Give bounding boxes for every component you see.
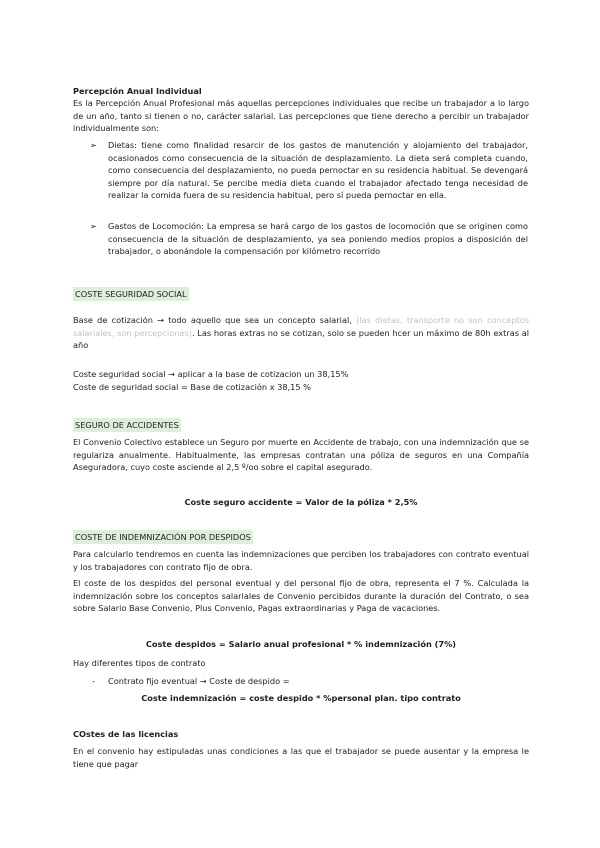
percepcion-intro: Es la Percepción Anual Profesional más aquellas percepciones individuales que recibe un trabajador a lo largo de un año, tanto si tienen o no, carácter salarial. Las percepciones que tiene derecho a percibir un trabajador individualmente son: — [73, 98, 529, 134]
bullet-arrow-icon: ➢ — [90, 140, 97, 150]
formula-coste-indemnizacion: Coste indemnización = coste despido * %personal plan. tipo contrato — [141, 693, 461, 703]
formula-seguro-accidente: Coste seguro accidente = Valor de la póliza * 2,5% — [184, 497, 418, 507]
section-heading-percepcion: Percepción Anual Individual — [73, 86, 202, 96]
base-cotizacion-text-end: . Las horas extras no se cotizan, solo se pueden hcer un máximo de 80h extras al año — [73, 327, 529, 351]
section-heading-licencias: COstes de las licencias — [73, 729, 179, 739]
section-heading-seguridad-social — [73, 287, 529, 301]
highlighted-heading: SEGURO DE ACCIDENTES — [75, 420, 179, 430]
base-cotizacion-grey-note: (las dietas, transporte no son conceptos salariales, son percepciones) — [73, 315, 529, 338]
seguridad-social-line-1: Coste seguridad social → aplicar a la base de cotizacion un 38,15% — [73, 369, 349, 379]
bullet-arrow-icon: ➢ — [90, 221, 97, 231]
tipos-contrato-intro: Hay diferentes tipos de contrato — [73, 658, 206, 668]
highlighted-heading: COSTE DE INDEMNIZACIÓN POR DESPIDOS — [75, 532, 251, 542]
section-heading-seguro-accidentes — [73, 418, 529, 432]
highlighted-heading: COSTE SEGURIDAD SOCIAL — [75, 289, 187, 299]
bullet-dietas-text: Dietas: tiene como finalidad resarcir de los gastos de manutención y alojamiento del trabajador, ocasionados como consecuencia de la situación de desplazamiento. La dieta será completa cuando, como consecuencia del desplazamiento, no pueda pernoctar en su residencia habitual. Se devengará siempre por día natural. Se percibe media dieta cuando el trabajador afectado tenga necesidad de realizar la comida fuera de su residencia habitual, pero sí pueda pernoctar en ella. — [108, 140, 528, 201]
licencias-paragraph: En el convenio hay estipuladas unas condiciones a las que el trabajador se puede ausentar y la empresa le tiene que pagar — [73, 746, 529, 769]
dash-marker: - — [92, 676, 95, 686]
base-cotizacion-text: Base de cotización → todo aquello que sea un concepto salarial, — [73, 315, 357, 325]
indemnizacion-paragraph-2: El coste de los despidos del personal eventual y del personal fijo de obra, representa el 7 %. Calculada la indemnización sobre los conceptos salariales de Convenio percibidos durante la duración del Contrato, o sea sobre Salario Base Convenio, Plus Convenio, Pagas extraordinarias y Paga de vacaciones. — [73, 578, 529, 614]
seguro-accidentes-paragraph: El Convenio Colectivo establece un Seguro por muerte en Accidente de trabajo, con una indemnización que se regulariza anualmente. Habitualmente, las empresas contratan una póliza de seguros en una Compañía Aseguradora, cuyo coste asciende al 2,5 º/oo sobre el capital asegurado. — [73, 437, 529, 473]
seguridad-social-line-2: Coste de seguridad social = Base de cotización x 38,15 % — [73, 382, 311, 392]
section-heading-indemnizacion — [73, 530, 529, 544]
base-cotizacion-paragraph — [73, 314, 529, 352]
indemnizacion-paragraph-1: Para calcularlo tendremos en cuenta las indemnizaciones que perciben los trabajadores con contrato eventual y los trabajadores con contrato fijo de obra. — [73, 549, 529, 572]
bullet-locomocion-text: Gastos de Locomoción: La empresa se hará cargo de los gastos de locomoción que se originen como consecuencia de la situación de desplazamiento, ya sea poniendo medios propios a disposición del trabajador, o abonándole la compensación por kilómetro recorrido — [108, 221, 528, 257]
contrato-fijo-eventual: Contrato fijo eventual → Coste de despido = — [108, 676, 290, 686]
formula-coste-despidos: Coste despidos = Salario anual profesional * % indemnización (7%) — [145, 639, 457, 649]
